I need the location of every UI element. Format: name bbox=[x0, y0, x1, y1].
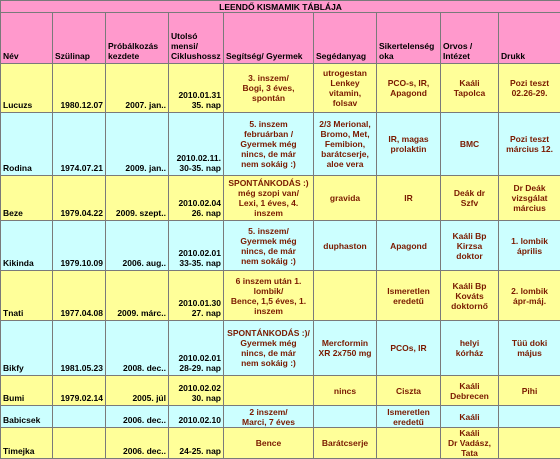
table-row bbox=[1, 64, 560, 113]
cell-birth[interactable]: 1974.07.21 bbox=[53, 113, 106, 176]
header-drug: Segédanyag bbox=[314, 13, 377, 64]
cell-last[interactable]: 2010.01.31 35. nap bbox=[169, 64, 224, 113]
table-row bbox=[1, 271, 560, 321]
cell-name[interactable]: Lucuzs bbox=[1, 64, 53, 113]
cell-trying[interactable]: 2008. dec.. bbox=[106, 321, 169, 376]
cell-last[interactable]: 2010.02.01 28-29. nap bbox=[169, 321, 224, 376]
cell-help[interactable]: 5. inszem/ Gyermek még nincs, de már nem sokáig :) bbox=[224, 221, 314, 271]
cell-trying[interactable]: 2006. dec.. bbox=[106, 406, 169, 428]
cell-birth[interactable] bbox=[53, 428, 106, 459]
table-row bbox=[1, 428, 560, 459]
cell-help[interactable]: SPONTÁNKODÁS :)/ Gyermek még nincs, de már nem sokáig :) bbox=[224, 321, 314, 376]
cell-last[interactable]: 2010.02.11. 30-35. nap bbox=[169, 113, 224, 176]
cell-help[interactable]: 3. inszem/ Bogi, 3 éves, spontán bbox=[224, 64, 314, 113]
cell-drug[interactable]: 2/3 Merional, Bromo, Met, Femibion, barátcserje, aloe vera bbox=[314, 113, 377, 176]
header-help: Segítség/ Gyermek bbox=[224, 13, 314, 64]
header-birth: Szülinap bbox=[53, 13, 106, 64]
cell-fail[interactable]: Ciszta bbox=[377, 376, 441, 406]
cell-fail[interactable]: Apagond bbox=[377, 221, 441, 271]
cell-trying[interactable]: 2005. júl bbox=[106, 376, 169, 406]
table-row bbox=[1, 221, 560, 271]
cell-doctor[interactable]: Kaáli Debrecen bbox=[441, 376, 499, 406]
cell-help[interactable]: 2 inszem/ Marci, 7 éves bbox=[224, 406, 314, 428]
header-fail: Sikertelenség oka bbox=[377, 13, 441, 64]
cell-doctor[interactable]: Kaáli Dr Vadász, Tata bbox=[441, 428, 499, 459]
cell-doctor[interactable]: BMC bbox=[441, 113, 499, 176]
cell-drug[interactable]: Mercformin XR 2x750 mg bbox=[314, 321, 377, 376]
cell-trying[interactable]: 2009. szept.. bbox=[106, 176, 169, 221]
cell-fail[interactable]: Ismeretlen eredetű bbox=[377, 271, 441, 321]
cell-luck[interactable]: Tüü doki május bbox=[499, 321, 560, 376]
cell-drug[interactable]: Barátcserje bbox=[314, 428, 377, 459]
cell-last[interactable]: 2010.02.04 26. nap bbox=[169, 176, 224, 221]
cell-last[interactable]: 2010.02.01 33-35. nap bbox=[169, 221, 224, 271]
cell-doctor[interactable]: helyi kórház bbox=[441, 321, 499, 376]
cell-name[interactable]: Timejka bbox=[1, 428, 53, 459]
cell-drug[interactable]: utrogestan Lenkey vitamin, folsav bbox=[314, 64, 377, 113]
cell-luck[interactable]: Pozi teszt 02.26-29. bbox=[499, 64, 560, 113]
header-last: Utolsó mensi/ Ciklushossz bbox=[169, 13, 224, 64]
cell-luck[interactable] bbox=[499, 428, 560, 459]
cell-drug[interactable] bbox=[314, 406, 377, 428]
cell-name[interactable]: Tnati bbox=[1, 271, 53, 321]
cell-help[interactable] bbox=[224, 376, 314, 406]
cell-luck[interactable] bbox=[499, 406, 560, 428]
cell-trying[interactable]: 2007. jan.. bbox=[106, 64, 169, 113]
cell-luck[interactable]: Pihi bbox=[499, 376, 560, 406]
cell-drug[interactable]: nincs bbox=[314, 376, 377, 406]
header-luck: Drukk bbox=[499, 13, 560, 64]
cell-name[interactable]: Bikfy bbox=[1, 321, 53, 376]
cell-birth[interactable]: 1977.04.08 bbox=[53, 271, 106, 321]
cell-fail[interactable]: Ismeretlen eredetű bbox=[377, 406, 441, 428]
header-row bbox=[1, 13, 560, 64]
cell-name[interactable]: Kikinda bbox=[1, 221, 53, 271]
cell-doctor[interactable]: Kaáli Bp Kováts doktornő bbox=[441, 271, 499, 321]
header-trying: Próbálkozás kezdete bbox=[106, 13, 169, 64]
cell-name[interactable]: Bumi bbox=[1, 376, 53, 406]
cell-trying[interactable]: 2009. márc.. bbox=[106, 271, 169, 321]
cell-birth[interactable]: 1979.10.09 bbox=[53, 221, 106, 271]
cell-help[interactable]: 5. inszem februárban / Gyermek még nincs, de már nem sokáig :) bbox=[224, 113, 314, 176]
table-title: LEENDŐ KISMAMIK TÁBLÁJA bbox=[1, 1, 560, 13]
cell-fail[interactable]: IR bbox=[377, 176, 441, 221]
cell-last[interactable]: 2010.01.30 27. nap bbox=[169, 271, 224, 321]
cell-trying[interactable]: 2006. dec.. bbox=[106, 428, 169, 459]
table-row bbox=[1, 176, 560, 221]
cell-last[interactable]: 24-25. nap bbox=[169, 428, 224, 459]
cell-fail[interactable]: IR, magas prolaktin bbox=[377, 113, 441, 176]
cell-luck[interactable]: 2. lombik ápr-máj. bbox=[499, 271, 560, 321]
cell-birth[interactable]: 1979.04.22 bbox=[53, 176, 106, 221]
header-doctor: Orvos / Intézet bbox=[441, 13, 499, 64]
cell-help[interactable]: Bence bbox=[224, 428, 314, 459]
cell-birth[interactable] bbox=[53, 406, 106, 428]
cell-doctor[interactable]: Kaáli Tapolca bbox=[441, 64, 499, 113]
cell-doctor[interactable]: Kaáli Bp Kirzsa doktor bbox=[441, 221, 499, 271]
table-row bbox=[1, 406, 560, 428]
cell-drug[interactable] bbox=[314, 271, 377, 321]
cell-drug[interactable]: gravida bbox=[314, 176, 377, 221]
table-row bbox=[1, 321, 560, 376]
cell-help[interactable]: 6 inszem után 1. lombik/ Bence, 1,5 éves, 1. inszem bbox=[224, 271, 314, 321]
title-row bbox=[1, 1, 560, 13]
cell-birth[interactable]: 1981.05.23 bbox=[53, 321, 106, 376]
table-row bbox=[1, 376, 560, 406]
table-row bbox=[1, 113, 560, 176]
cell-name[interactable]: Babicsek bbox=[1, 406, 53, 428]
cell-fail[interactable]: PCO-s, IR, Apagond bbox=[377, 64, 441, 113]
cell-fail[interactable] bbox=[377, 428, 441, 459]
cell-fail[interactable]: PCOs, IR bbox=[377, 321, 441, 376]
cell-luck[interactable]: 1. lombik április bbox=[499, 221, 560, 271]
cell-name[interactable]: Beze bbox=[1, 176, 53, 221]
header-name: Név bbox=[1, 13, 53, 64]
cell-help[interactable]: SPONTÁNKODÁS :) még szopi van/ Lexi, 1 éves, 4. inszem bbox=[224, 176, 314, 221]
cell-luck[interactable]: Pozi teszt március 12. bbox=[499, 113, 560, 176]
cell-trying[interactable]: 2009. jan.. bbox=[106, 113, 169, 176]
cell-last[interactable]: 2010.02.02 30. nap bbox=[169, 376, 224, 406]
cell-drug[interactable]: duphaston bbox=[314, 221, 377, 271]
cell-doctor[interactable]: Deák dr Szfv bbox=[441, 176, 499, 221]
cell-last[interactable]: 2010.02.10 bbox=[169, 406, 224, 428]
cell-name[interactable]: Rodina bbox=[1, 113, 53, 176]
cell-luck[interactable]: Dr Deák vizsgálat március bbox=[499, 176, 560, 221]
cell-birth[interactable]: 1980.12.07 bbox=[53, 64, 106, 113]
cell-doctor[interactable]: Kaáli bbox=[441, 406, 499, 428]
cell-trying[interactable]: 2006. aug.. bbox=[106, 221, 169, 271]
cell-birth[interactable]: 1979.02.14 bbox=[53, 376, 106, 406]
